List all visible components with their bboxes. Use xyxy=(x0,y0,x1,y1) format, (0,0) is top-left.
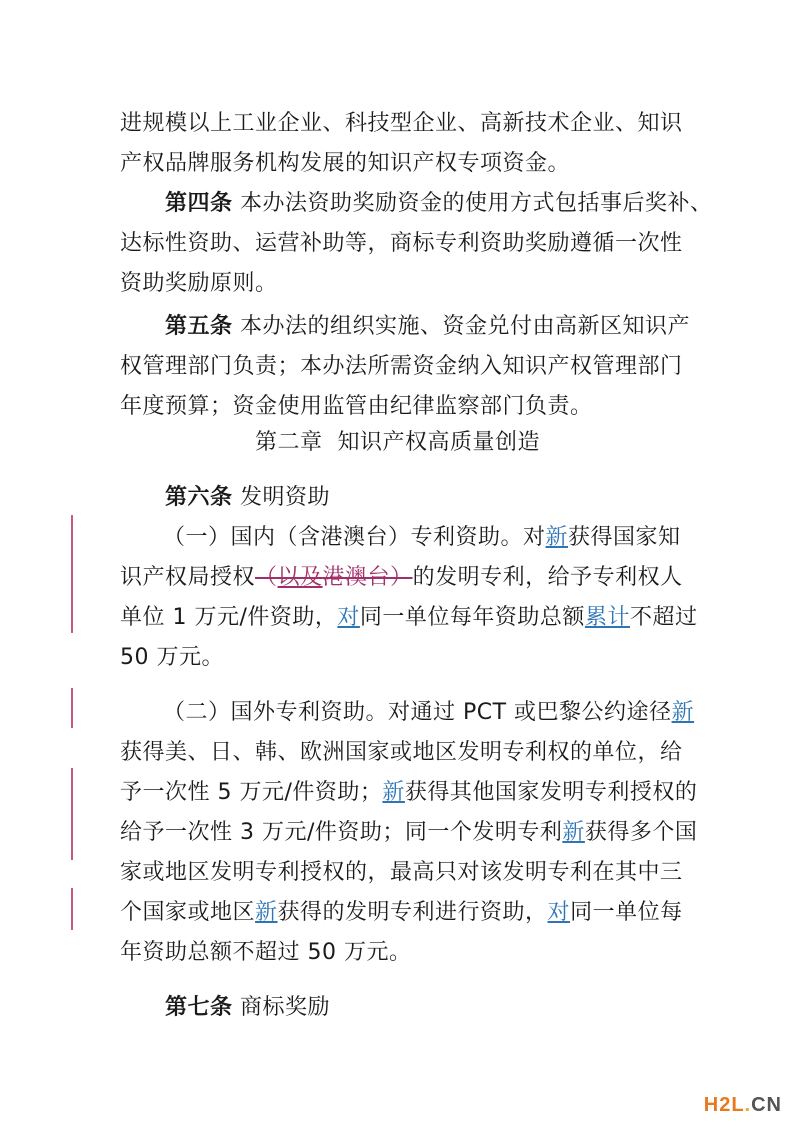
revision-bar xyxy=(71,515,73,633)
article-title: 第七条 xyxy=(165,995,233,1020)
text-line xyxy=(163,523,681,553)
article-heading: 商标奖励 xyxy=(240,995,331,1020)
revision-bar xyxy=(71,888,73,930)
text-run: 予一次性 5 万元/件资助； xyxy=(120,780,383,805)
text-line: 进规模以上工业企业、科技型企业、高新技术企业、知识 xyxy=(120,111,683,136)
inserted-text: 新 xyxy=(382,780,405,805)
text-run: （一）国内（含港澳台）专利资助。对 xyxy=(163,525,546,550)
text-run: 获得的发明专利进行资助， xyxy=(277,900,548,925)
text-line: 权管理部门负责；本办法所需资金纳入知识产权管理部门 xyxy=(120,354,683,379)
text-run: 同一单位每 xyxy=(570,900,683,925)
article-5 xyxy=(165,312,690,342)
revision-bar xyxy=(71,688,73,728)
text-line xyxy=(163,698,694,728)
text-run: 给予一次性 3 万元/件资助；同一个发明专利 xyxy=(120,820,563,845)
text-line xyxy=(120,603,697,633)
text-run: 获得多个国 xyxy=(584,820,698,845)
text-line xyxy=(120,898,683,928)
text-run: 的发明专利，给予专利权人 xyxy=(412,565,683,590)
text-line: 资助奖励原则。 xyxy=(120,271,278,296)
article-title: 第四条 xyxy=(165,191,233,216)
text-line xyxy=(120,778,697,808)
article-7 xyxy=(165,993,330,1023)
deleted-text: （ xyxy=(255,565,278,590)
text-run: （二）国外专利资助。对通过 PCT 或巴黎公约途径 xyxy=(163,700,672,725)
text-line: 50 万元。 xyxy=(120,645,224,670)
watermark-brand: H2L xyxy=(703,1094,745,1116)
text-run: 同一单位每年资助总额 xyxy=(359,605,585,630)
text-line: 年资助总额不超过 50 万元。 xyxy=(120,940,412,965)
watermark-tld: CN xyxy=(751,1094,782,1116)
text-line xyxy=(120,563,683,593)
article-text: 本办法的组织实施、资金兑付由高新区知识产 xyxy=(240,314,691,339)
article-text: 本办法资助奖励资金的使用方式包括事后奖补、 xyxy=(240,191,713,216)
text-line: 获得美、日、韩、欧洲国家或地区发明专利权的单位，给 xyxy=(120,740,683,765)
inserted-text: 新 xyxy=(255,900,278,925)
article-4 xyxy=(165,189,713,219)
article-heading: 发明资助 xyxy=(240,485,331,510)
text-run: 识产权局授权 xyxy=(120,565,256,590)
inserted-text: 新 xyxy=(671,700,695,725)
site-watermark-logo xyxy=(704,1094,782,1117)
text-run: 不超过 xyxy=(629,605,698,630)
text-line xyxy=(120,818,697,848)
article-title: 第五条 xyxy=(165,314,233,339)
text-line: 达标性资助、运营补助等，商标专利资助奖励遵循一次性 xyxy=(120,231,683,256)
inserted-text: 对 xyxy=(337,605,360,630)
inserted-text: 对 xyxy=(547,900,571,925)
inserted-text: 累计 xyxy=(584,605,630,630)
chapter-heading: 第二章 知识产权高质量创造 xyxy=(255,430,540,455)
text-run: 获得其他国家发明专利授权的 xyxy=(404,780,698,805)
deleted-text: 港澳台） xyxy=(322,565,413,590)
watermark-dot: . xyxy=(744,1094,752,1116)
text-line: 产权品牌服务机构发展的知识产权专项资金。 xyxy=(120,151,571,176)
article-title: 第六条 xyxy=(165,485,233,510)
deleted-inserted-text: 以及 xyxy=(277,565,323,590)
text-line: 年度预算；资金使用监管由纪律监察部门负责。 xyxy=(120,394,593,419)
text-run: 单位 1 万元/件资助， xyxy=(120,605,338,630)
inserted-text: 新 xyxy=(562,820,585,845)
text-run: 获得国家知 xyxy=(568,525,681,550)
article-6 xyxy=(165,483,330,513)
text-run: 个国家或地区 xyxy=(120,900,256,925)
revision-bar xyxy=(71,768,73,860)
text-line: 家或地区发明专利授权的，最高只对该发明专利在其中三 xyxy=(120,860,683,885)
inserted-text: 新 xyxy=(545,525,569,550)
